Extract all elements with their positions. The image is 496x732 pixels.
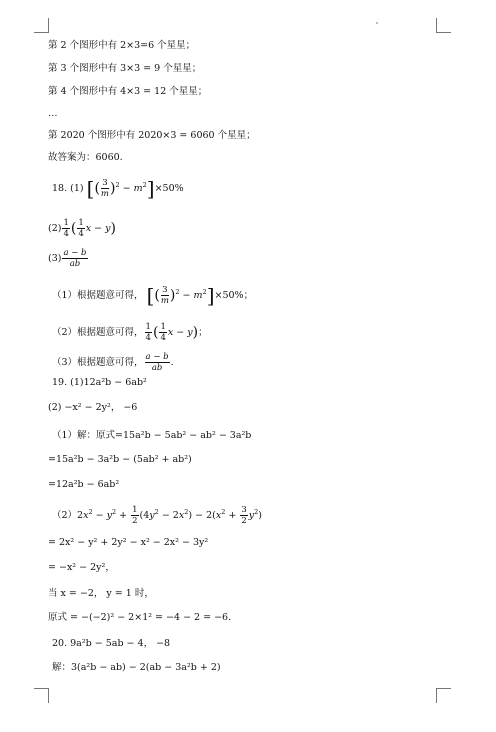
q20-number: 20. (52, 638, 68, 649)
q18-part2-prefix: (2) (48, 223, 62, 234)
q18-number: 18. (52, 183, 68, 194)
q18-part1-suffix: ×50% (154, 183, 184, 194)
q19-answer1 (52, 377, 147, 389)
q18-sol2-prefix: （2）根据题意可得， (52, 327, 144, 338)
q18-sol1-prefix: （1）根据题意可得， (52, 290, 144, 301)
q18-sol2-suffix: ； (198, 327, 208, 338)
q18-sol3-suffix: . (170, 357, 174, 368)
q18-part2: (2) $\frac{1}{4}$ ( $\frac{1}{4}$ x − y) (48, 218, 116, 239)
q19-evaluation: 原式 = −(−2)² − 2×1² = −4 − 2 = −6. (48, 612, 232, 623)
q19-sol2-line3: = −x² − 2y²， (48, 562, 115, 573)
q19-sol2-line2: = 2x² − y² + 2y² − x² − 2x² − 3y² (48, 537, 209, 548)
q18-sol3-prefix: （3）根据题意可得， (52, 357, 144, 368)
line-p4: 第 2020 个图形中有 2020×3 = 6060 个星星； (48, 130, 256, 141)
q19-condition: 当 x = −2， y = 1 时， (48, 588, 154, 599)
line-p2: 第 3 个图形中有 3×3 = 9 个星星； (48, 63, 202, 74)
line-p1: 第 2 个图形中有 2×3=6 个星星； (48, 40, 196, 51)
q18-part1-prefix: (1) (70, 183, 84, 194)
crop-mark-top-left (34, 18, 49, 33)
q19-sol1-line2: =15a²b − 3a²b − (5ab² + ab²) (48, 454, 192, 465)
q18-part3: (3) $\frac{a - b}{ab}$ (48, 248, 87, 269)
crop-mark-bottom-left (34, 688, 49, 703)
q19-sol2-prefix: （2） (52, 510, 78, 521)
q19-number: 19. (52, 377, 68, 388)
q19-sol1-line1: （1）解：原式=15a²b − 5ab² − ab² − 3a²b (52, 430, 252, 441)
q19-sol1-line3: =12a²b − 6ab² (48, 479, 120, 490)
crop-mark-bottom-right (436, 688, 451, 703)
q20-solution: 解：3(a²b − ab) − 2(ab − 3a²b + 2) (52, 662, 221, 673)
line-p3: 第 4 个图形中有 4×3 = 12 个星星； (48, 86, 208, 97)
crop-mark-top-right (436, 18, 451, 33)
page-speck (376, 22, 378, 24)
q19-ans1: (1)12a²b − 6ab² (70, 377, 147, 388)
line-ellipsis: … (48, 108, 58, 119)
q18-solution1: （1）根据题意可得， [( $\frac{3}{m}$ )$^2 - m^2]\times 50\%$； (52, 283, 254, 308)
q19-answer2: (2) −x² − 2y²， −6 (48, 402, 138, 413)
q20-ans: 9a²b − 5ab − 4， −8 (70, 638, 171, 649)
q18-sol1-suffix: ×50%； (214, 290, 254, 301)
q19-sol2-line1: $(2)2x^2 - y^2$ + $\frac{1}{2}$ $(4y^2 - 2x^2) - 2(x^2$ + $\frac{3}{2}$ $y^2$) (52, 505, 262, 526)
q18-part3-prefix: (3) (48, 253, 62, 264)
q18-solution3: （3）根据题意可得， $\frac{a - b}{ab}$ . (52, 352, 174, 373)
q18-part1: 18. (1) [( $\frac{3}{m}$ )$^2 - m^2]\times 50\%$ (52, 176, 184, 201)
q20-answer (52, 638, 170, 650)
q18-solution2: （2）根据题意可得， $\frac{1}{4}$ ( $\frac{1}{4}$ x − y)； (52, 322, 208, 343)
line-p5: 故答案为：6060. (48, 152, 123, 163)
